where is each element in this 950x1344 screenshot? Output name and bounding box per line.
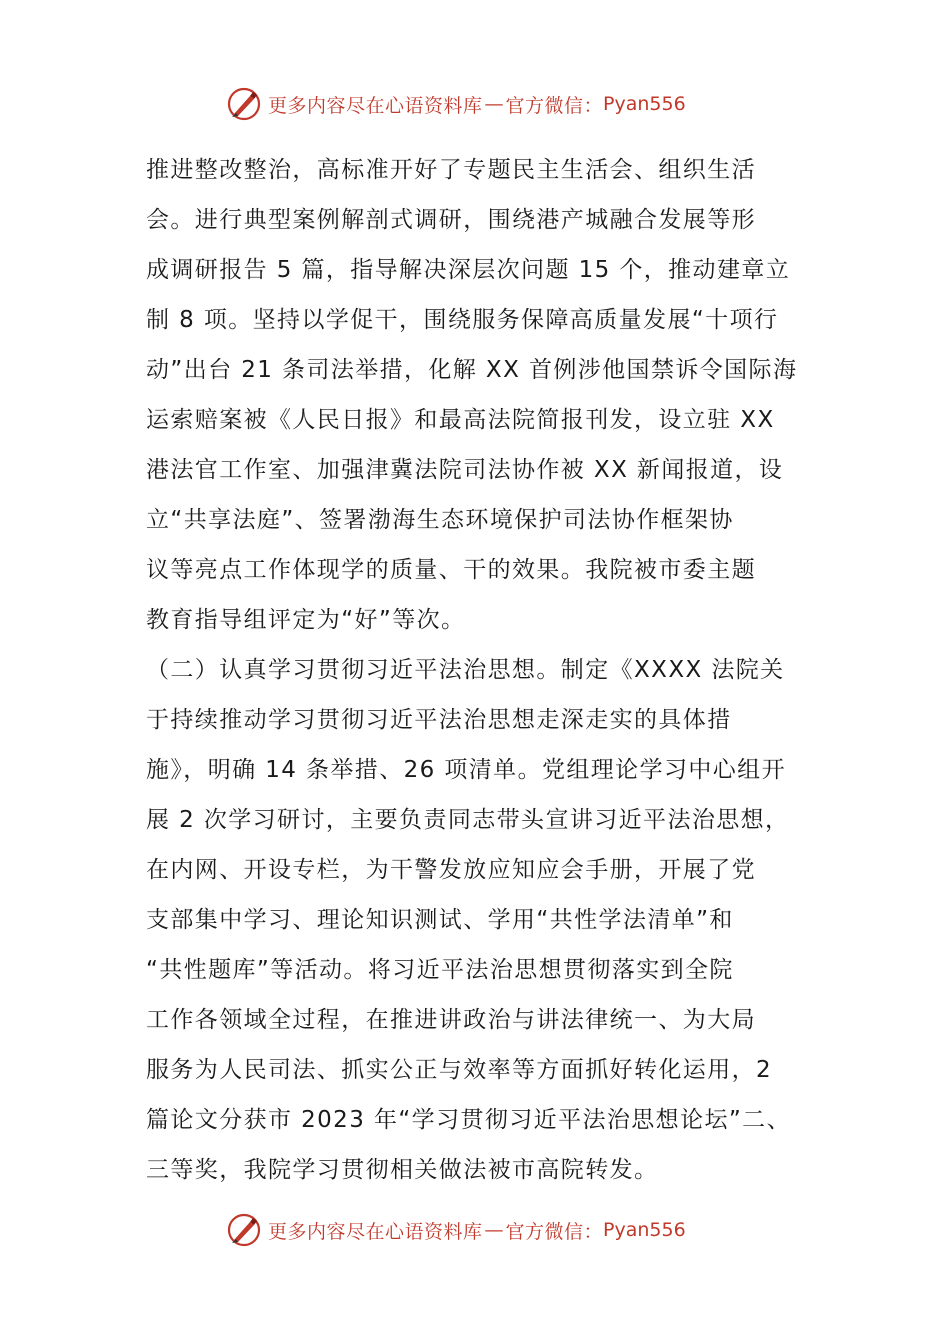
body-text-line: 会。进行典型案例解剖式调研，围绕港产城融合发展等形: [146, 207, 756, 233]
body-text-line: （二）认真学习贯彻习近平法治思想。制定《XXXX 法院关: [146, 657, 785, 683]
body-text-line: 工作各领域全过程，在推进讲政治与讲法律统一、为大局: [146, 1007, 756, 1033]
banner-wechat-id: Pyan556: [603, 93, 686, 115]
banner-separator: —: [484, 1219, 504, 1241]
body-text-line: 制 8 项。坚持以学促干，围绕服务保障高质量发展“十项行: [146, 307, 779, 333]
pen-logo-icon: [226, 86, 262, 122]
banner-title: 更多内容尽在心语资料库: [268, 1220, 483, 1243]
body-text-line: 动”出台 21 条司法举措，化解 XX 首例涉他国禁诉令国际海: [146, 357, 798, 383]
body-text-line: “共性题库”等活动。将习近平法治思想贯彻落实到全院: [146, 957, 734, 983]
banner-separator: —: [484, 93, 504, 115]
pen-logo-icon: [226, 1212, 262, 1248]
body-text-line: 篇论文分获市 2023 年“学习贯彻习近平法治思想论坛”二、: [146, 1107, 791, 1133]
body-text-line: 议等亮点工作体现学的质量、干的效果。我院被市委主题: [146, 557, 756, 583]
header-watermark-banner: [226, 84, 686, 124]
banner-title: 更多内容尽在心语资料库: [268, 94, 483, 117]
body-text-line: 港法官工作室、加强津冀法院司法协作被 XX 新闻报道，设: [146, 457, 784, 483]
body-text-line: 推进整改整治，高标准开好了专题民主生活会、组织生活: [146, 157, 756, 183]
banner-wechat-label: 官方微信：: [505, 94, 604, 117]
body-text-line: 三等奖，我院学习贯彻相关做法被市高院转发。: [146, 1157, 659, 1183]
body-text-line: 运索赔案被《人民日报》和最高法院简报刊发，设立驻 XX: [146, 407, 775, 433]
body-text-line: 在内网、开设专栏，为干警发放应知应会手册，开展了党: [146, 857, 756, 883]
body-text-line: 立“共享法庭”、签署渤海生态环境保护司法协作框架协: [146, 507, 734, 533]
document-body: [146, 145, 836, 1195]
body-text-line: 于持续推动学习贯彻习近平法治思想走深走实的具体措: [146, 707, 732, 733]
banner-wechat-id: Pyan556: [603, 1219, 686, 1241]
banner-wechat-label: 官方微信：: [505, 1220, 604, 1243]
body-text-line: 展 2 次学习研讨，主要负责同志带头宣讲习近平法治思想，: [146, 807, 790, 833]
body-text-line: 教育指导组评定为“好”等次。: [146, 607, 466, 633]
body-text-line: 成调研报告 5 篇，指导解决深层次问题 15 个，推动建章立: [146, 257, 791, 283]
body-text-line: 支部集中学习、理论知识测试、学用“共性学法清单”和: [146, 907, 734, 933]
body-text-line: 施》，明确 14 条举措、26 项清单。党组理论学习中心组开: [146, 757, 786, 783]
body-text-line: 服务为人民司法、抓实公正与效率等方面抓好转化运用，2: [146, 1057, 773, 1083]
footer-watermark-banner: [226, 1210, 686, 1250]
